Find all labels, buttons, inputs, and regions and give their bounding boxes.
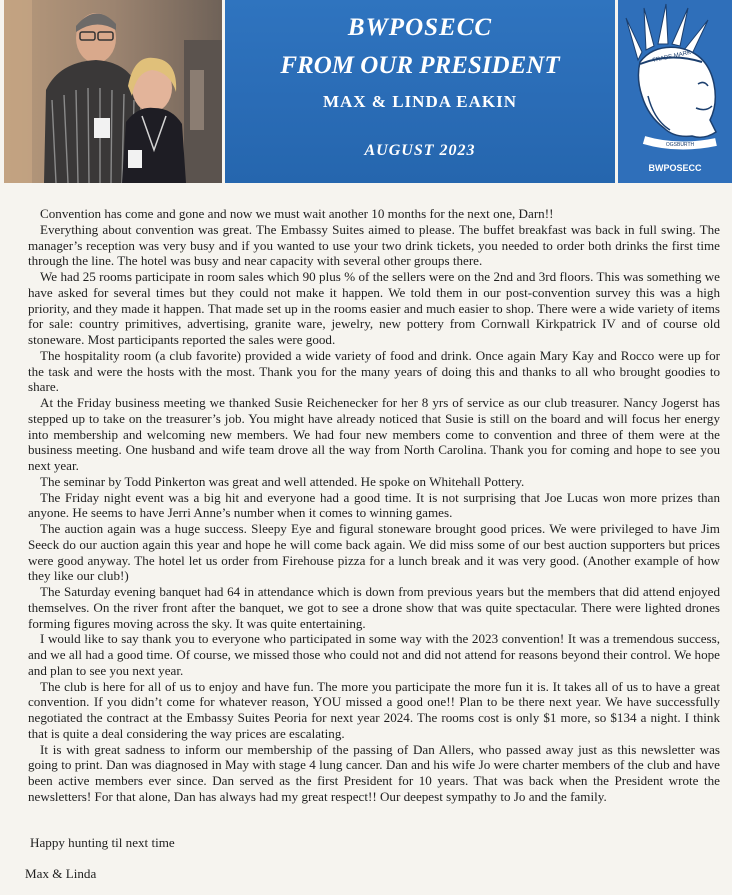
letter-paragraph: The club is here for all of us to enjoy and have fun. The more you participate the more fun it is. It takes all of us to have a great convention. If you didn’t come for whatever reason, YOU missed a good one!! Plan to be there next year. We have successfully negotiated the contract at the Embassy Suites Peoria for next year 2024. The rooms cost is only $1 more, so $134 a night. I think that is quite a deal considering the way prices are escalating.	[28, 678, 720, 741]
letter-paragraph: The Saturday evening banquet had 64 in attendance which is down from previous years but the members that did attend enjoyed themselves. On the river front after the banquet, we got to see a drone show that was quite spectacular. There were lighted drones forming figures moving across the sky. It was quite entertaining.	[28, 584, 720, 631]
couple-photo-image	[4, 0, 222, 183]
issue-date: AUGUST 2023	[364, 142, 476, 159]
letter-paragraph: At the Friday business meeting we thanked Susie Reichenecker for her 8 yrs of service as our club treasurer. Nancy Jogerst has stepped up to take on the treasurer’s job. You might have already noticed that Susie is still on the board and will focus her energy into membership and welcoming new members. We had four new members come to convention and three of them were at the business meeting. One husband and wife team drove all the way from North Carolina. Thank you for coming and hope to see you next year.	[28, 395, 720, 473]
club-name: BWPOSECC	[347, 14, 493, 41]
signature: Max & Linda	[25, 866, 97, 881]
president-photo	[4, 0, 222, 183]
letter-paragraph: Everything about convention was great. The Embassy Suites aimed to please. The buffet breakfast was back in full swing. The manager’s reception was very busy and if you wanted to use your two drink tickets, you needed to order both drinks the first time through the line. The hotel was busy and near capacity with several other groups there.	[28, 221, 720, 269]
letter-paragraph: The hospitality room (a club favorite) provided a wide variety of food and drink. Once again Mary Kay and Rocco were up for the task and were the hosts with the most. Thank you for the many years of doing this and thanks to all who brought goodies to share.	[28, 347, 720, 395]
letter-paragraph: We had 25 rooms participate in room sales which 90 plus % of the sellers were on the 2nd and 3rd floors. This was something we have asked for several times but they could not make it happen. We told them in our post-convention survey this was a high priority, and they made it happen. That made set up in the rooms easier and much easier to shop. There were a wide variety of items for sale: country primitives, advertising, granite ware, jewelry, new pottery from Cornwall Kirkpatrick IV and of course old stoneware. Most participants reported the sales were good.	[28, 269, 720, 347]
closing-line: Happy hunting til next time	[30, 835, 175, 850]
letter-paragraph: I would like to say thank you to everyone who participated in some way with the 2023 convention! It was a tremendous success, and we all had a good time. Of course, we missed those who could not and did not attend for reasons beyond their control. We hope and plan to see you next year.	[28, 631, 720, 678]
headdress-text: TRADE MARK	[651, 49, 692, 65]
president-letter	[28, 206, 720, 805]
newsletter-header	[0, 0, 732, 185]
president-names: MAX & LINDA EAKIN	[322, 92, 518, 111]
indian-head-logo-icon	[618, 0, 732, 160]
letter-paragraph: The seminar by Todd Pinkerton was great and well attended. He spoke on Whitehall Pottery.	[40, 473, 525, 489]
letter-paragraph: The Friday night event was a big hit and everyone had a good time. It is not surprising that Joe Lucas won more prizes than anyone. He seems to have Jerri Anne’s number when it comes to winning games.	[28, 489, 720, 521]
club-logo	[618, 0, 732, 183]
letter-paragraph: It is with great sadness to inform our membership of the passing of Dan Allers, who passed away just as this newsletter was going to print. Dan was diagnosed in May with stage 4 lung cancer. Dan and his wife Jo were charter members of the club and have been active members ever since. Dan served as the first President for 10 years. That was back when the President wrote the newsletters! For that alone, Dan has always had my great respect!! Our deepest sympathy to Jo and the family.	[28, 741, 720, 804]
page-title: FROM OUR PRESIDENT	[280, 52, 560, 79]
logo-label: BWPOSECC	[648, 163, 702, 173]
band-text: OGSBURTH	[665, 142, 695, 148]
letter-paragraph: The auction again was a huge success. Sleepy Eye and figural stoneware brought good prices. We were privileged to have Jim Seeck do our auction again this year and hope he will come back again. We did miss some of our best auction supporters but prices were good anyway. The hotel let us order from Firehouse pizza for a lunch break and it was very good. (Another example of how they like our club!)	[28, 521, 720, 584]
president-banner	[225, 0, 615, 183]
letter-paragraph: Convention has come and gone and now we must wait another 10 months for the next one, Darn!!	[40, 206, 554, 221]
